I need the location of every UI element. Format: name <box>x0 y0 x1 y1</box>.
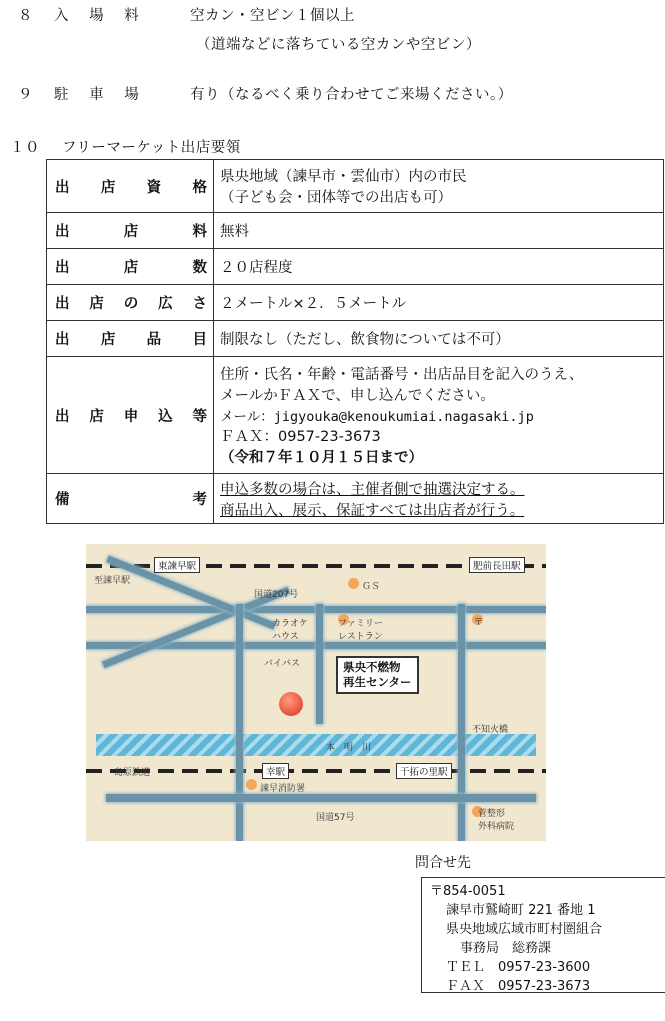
contact-fax: ＦＡＸ 0957-23-3673 <box>446 979 591 994</box>
label-char: 資 <box>146 179 162 196</box>
label-char: 店 <box>89 296 104 312</box>
station-higashi-isahaya: 東諫早駅 <box>154 557 200 573</box>
label-char: 店 <box>123 260 139 276</box>
label-family: ファミリー レストラン <box>338 619 383 642</box>
requirements-table <box>46 159 664 524</box>
label-char: 品 <box>146 332 162 348</box>
target-location-icon <box>279 692 303 716</box>
label-char: 等 <box>192 408 207 425</box>
value-line: 県央地域（諫早市・雲仙市）内の市民 <box>220 169 467 185</box>
road-center <box>316 604 323 724</box>
label-char: 数 <box>192 260 207 276</box>
row-label <box>47 474 214 524</box>
email-line[interactable]: メール：jigyouka@kenoukumiai.nagasaki.jp <box>220 409 534 425</box>
value-line: （子ども会・団体等での出店も可） <box>220 190 452 206</box>
contact-address: 諫早市鷲崎町 221 番地 1 <box>446 903 596 918</box>
label-spread <box>55 292 207 313</box>
label-char: 申 <box>123 408 139 425</box>
label-karaoke: カラオケ ハウス <box>272 619 308 642</box>
contact-org: 県央地域広域市町村圏組合 <box>446 922 603 937</box>
value-line: メールかＦＡＸで、申し込んでください。 <box>220 388 495 404</box>
label-bypass: バイパス <box>264 659 300 669</box>
value-line: 住所・氏名・年齢・電話番号・出店品目を記入のうえ、 <box>220 367 584 383</box>
road-57 <box>106 794 536 802</box>
item-9-value: 有り（なるべく乗り合わせてご来場ください。） <box>190 87 513 103</box>
label-char: 込 <box>158 408 173 425</box>
station-hizen-nagata: 肥前長田駅 <box>469 557 525 573</box>
item-9-number: ９ <box>18 87 33 103</box>
label-char: 料 <box>192 224 207 240</box>
label-char: 出 <box>55 332 70 348</box>
value-line: ２メートル×２．５メートル <box>220 296 407 312</box>
section-10-title: フリーマーケット出店要領 <box>62 140 241 156</box>
row-value <box>214 285 664 321</box>
row-label <box>47 321 214 357</box>
road-bypass <box>236 604 243 841</box>
label-char: 店 <box>100 332 116 348</box>
section-10-number: １０ <box>10 140 40 156</box>
label-char: 出 <box>55 224 70 240</box>
table-row <box>47 285 664 321</box>
label-gs: ＧＳ <box>362 582 381 592</box>
contact-heading: 問合せ先 <box>415 855 471 871</box>
label-spread <box>55 405 207 426</box>
label-fire: 諫早消防署 <box>260 784 306 794</box>
label-char: 出 <box>55 179 70 196</box>
label-char: 格 <box>192 179 207 196</box>
row-value <box>214 249 664 285</box>
label-char: 店 <box>100 179 116 196</box>
label-char: の <box>123 296 139 312</box>
item-8-number: ８ <box>18 8 33 24</box>
table-row <box>47 321 664 357</box>
honmyo-river <box>96 734 536 756</box>
row-label <box>47 160 214 213</box>
value-line: 商品出入、展示、保証すべては出店者が行う。 <box>220 502 525 519</box>
label-post: 〒 <box>474 618 484 628</box>
label-route57: 国道57号 <box>316 813 355 823</box>
item-8-label: 入 場 料 <box>54 8 147 24</box>
fax-line: ＦＡＸ：0957-23-3673 <box>220 429 381 445</box>
row-value <box>214 474 664 524</box>
row-label <box>47 285 214 321</box>
item-8-value: 空カン・空ビン１個以上 <box>190 8 355 24</box>
item-8-note: （道端などに落ちている空カンや空ビン） <box>196 37 481 53</box>
row-label <box>47 357 214 474</box>
shimabara-railway <box>86 769 546 773</box>
label-shiranui: 不知火橋 <box>472 725 509 735</box>
table-row <box>47 213 664 249</box>
label-shimabara: 島原鉄道 <box>114 768 151 778</box>
label-char: 出 <box>55 408 70 425</box>
label-char: 広 <box>158 296 173 312</box>
label-spread <box>55 220 207 241</box>
label-char: 店 <box>123 224 139 240</box>
label-char: 出 <box>55 260 70 276</box>
fire-station-marker-icon <box>246 779 257 790</box>
label-spread <box>55 328 207 349</box>
label-spread <box>55 176 207 197</box>
label-char: 出 <box>55 296 70 312</box>
item-9-label: 駐 車 場 <box>54 87 147 103</box>
value-line: ２０店程度 <box>220 260 293 276</box>
label-char: 考 <box>192 492 207 508</box>
label-spread <box>55 488 207 509</box>
label-hospital: 菅整形 外科病院 <box>478 809 515 832</box>
label-river: 本 明 川 <box>326 743 372 753</box>
contact-postal: 〒854-0051 <box>430 884 506 899</box>
label-char: 店 <box>89 408 104 425</box>
row-value <box>214 321 664 357</box>
label-char: 備 <box>55 492 70 508</box>
gs-marker-icon <box>348 578 359 589</box>
table-row <box>47 474 664 524</box>
value-line: 無料 <box>220 224 249 240</box>
contact-box <box>421 877 665 993</box>
label-to-isahaya: 至諫早駅 <box>94 576 131 586</box>
label-route207: 国道207号 <box>254 590 299 600</box>
value-line: 制限なし（ただし、飲食物については不可） <box>220 332 510 348</box>
label-spread <box>55 256 207 277</box>
deadline-line: （令和７年１０月１５日まで） <box>220 450 423 466</box>
row-value <box>214 213 664 249</box>
road-east <box>458 604 465 841</box>
table-row <box>47 357 664 474</box>
target-name-line2: 再生センター <box>343 675 412 689</box>
label-char: 目 <box>192 332 207 348</box>
contact-tel[interactable]: ＴＥＬ 0957-23-3600 <box>446 960 591 975</box>
contact-dept: 事務局 総務課 <box>460 941 552 956</box>
target-callout <box>336 656 419 694</box>
table-row <box>47 160 664 213</box>
row-value <box>214 160 664 213</box>
row-label <box>47 249 214 285</box>
access-map <box>86 544 546 841</box>
row-label <box>47 213 214 249</box>
station-chijiwa: 干拓の里駅 <box>396 763 452 779</box>
target-name-line1: 県央不燃物 <box>343 660 401 674</box>
value-line: 申込多数の場合は、主催者側で抽選決定する。 <box>220 481 525 498</box>
table-row <box>47 249 664 285</box>
station-saiwai: 幸駅 <box>262 763 289 779</box>
row-value <box>214 357 664 474</box>
label-char: さ <box>192 296 207 312</box>
